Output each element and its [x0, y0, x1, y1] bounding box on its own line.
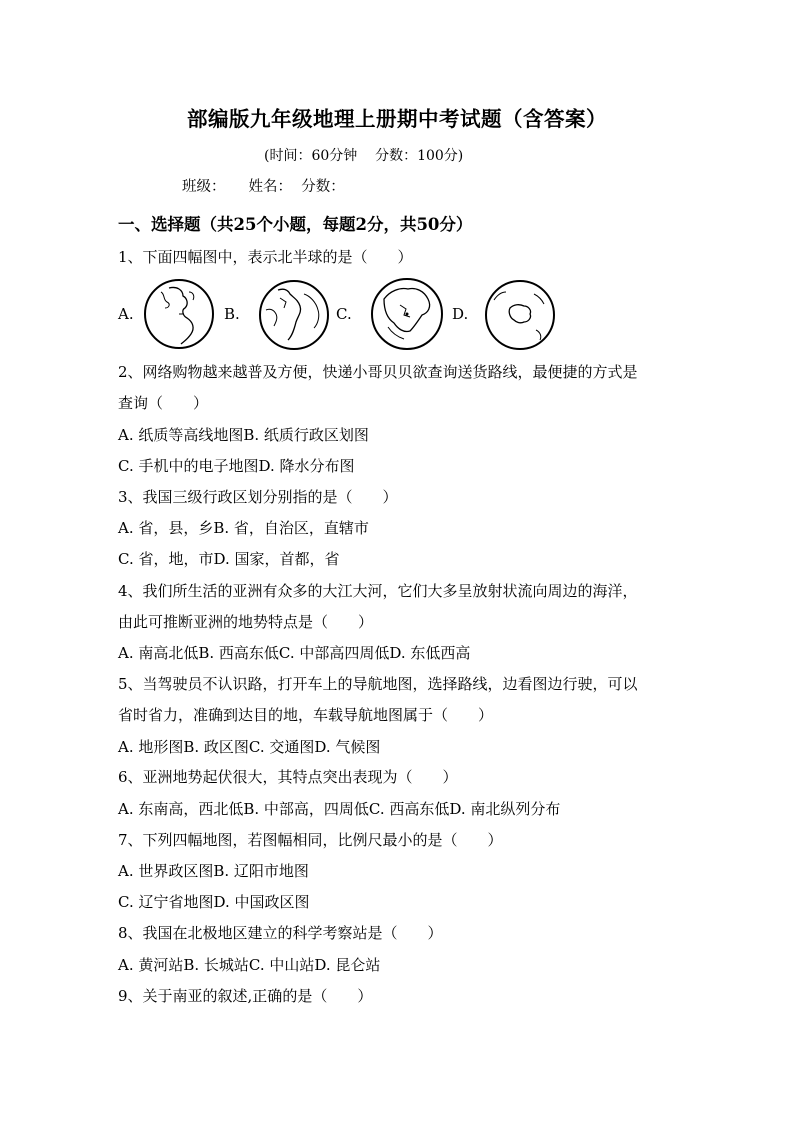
option-a-label: A. [118, 305, 134, 323]
question-3-options-cd: C. 省，地，市D. 国家，首都，省 [118, 550, 340, 568]
question-1: 1、下面四幅图中，表示北半球的是（ ） [118, 248, 413, 266]
option-b-label: B. [224, 305, 240, 323]
question-4: 4、我们所生活的亚洲有众多的大江大河，它们大多呈放射状流向周边的海洋， [118, 582, 638, 600]
question-9: 9、关于南亚的叙述,正确的是（ ） [118, 987, 373, 1005]
question-8-options: A. 黄河站B. 长城站C. 中山站D. 昆仑站 [118, 956, 381, 974]
question-2: 2、网络购物越来越普及方便，快递小哥贝贝欲查询送货路线，最便捷的方式是 [118, 363, 638, 381]
question-4-options: A. 南高北低B. 西高东低C. 中部高四周低D. 东低西高 [118, 644, 471, 662]
globe-americas-icon [143, 278, 215, 350]
question-5: 5、当驾驶员不认识路，打开车上的导航地图，选择路线，边看图边行驶，可以 [118, 675, 638, 693]
question-5-options: A. 地形图B. 政区图C. 交通图D. 气候图 [118, 738, 381, 756]
globe-africa-icon [258, 280, 330, 350]
question-4-cont: 由此可推断亚洲的地势特点是（ ） [118, 613, 374, 631]
globe-south-polar-icon [484, 280, 556, 350]
option-d-label: D. [452, 305, 469, 323]
question-2-options-cd: C. 手机中的电子地图D. 降水分布图 [118, 457, 355, 475]
question-7-options-cd: C. 辽宁省地图D. 中国政区图 [118, 893, 310, 911]
section-heading: 一、选择题（共25个小题，每题2分，共50分） [118, 215, 473, 234]
question-8: 8、我国在北极地区建立的科学考察站是（ ） [118, 924, 443, 942]
option-c-label: C. [336, 305, 352, 323]
question-3-options-ab: A. 省，县，乡B. 省，自治区，直辖市 [118, 519, 369, 537]
question-2-options-ab: A. 纸质等高线地图B. 纸质行政区划图 [118, 426, 369, 444]
question-3: 3、我国三级行政区划分别指的是（ ） [118, 488, 398, 506]
exam-time-score: (时间：60分钟 分数：100分) [264, 148, 464, 164]
question-7: 7、下列四幅地图，若图幅相同，比例尺最小的是（ ） [118, 831, 503, 849]
question-6: 6、亚洲地势起伏很大，其特点突出表现为（ ） [118, 768, 458, 786]
student-info-line: 班级： 姓名： 分数： [182, 179, 345, 195]
question-7-options-ab: A. 世界政区图B. 辽阳市地图 [118, 862, 309, 880]
question-2-cont: 查询（ ） [118, 394, 209, 412]
question-5-cont: 省时省力，准确到达目的地，车载导航地图属于（ ） [118, 706, 494, 724]
globe-north-polar-icon [370, 277, 444, 351]
page-title: 部编版九年级地理上册期中考试题（含答案） [187, 107, 607, 131]
question-6-options: A. 东南高，西北低B. 中部高，四周低C. 西高东低D. 南北纵列分布 [118, 800, 561, 818]
